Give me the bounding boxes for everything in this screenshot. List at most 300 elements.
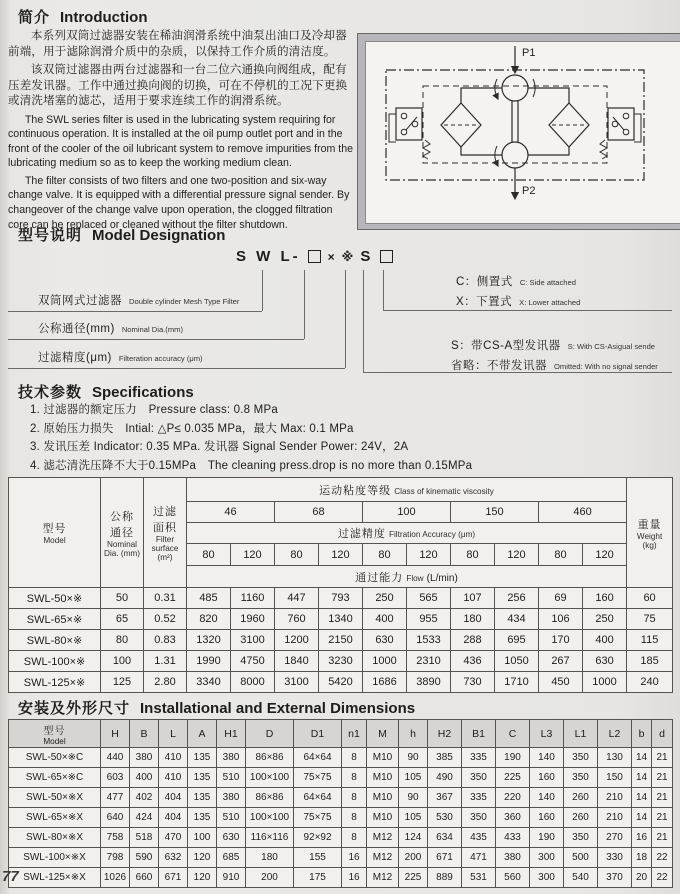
switch-contact bbox=[401, 129, 407, 135]
accuracy-value: 80 bbox=[363, 544, 407, 566]
dim-value-cell: 350 bbox=[564, 768, 598, 788]
flow-value-cell: 160 bbox=[583, 588, 627, 609]
dim-value-cell: 404 bbox=[159, 808, 188, 828]
dim-value-cell: 14 bbox=[632, 768, 652, 788]
header-cn: 公称通径 bbox=[110, 510, 134, 539]
dim-value-cell: 8 bbox=[342, 828, 367, 848]
dim-value-cell: 90 bbox=[399, 788, 428, 808]
dim-value-cell: 630 bbox=[217, 828, 246, 848]
dim-column-header: h bbox=[399, 720, 428, 748]
nominal-dia-cell: 125 bbox=[101, 672, 144, 693]
switch-contact bbox=[623, 129, 629, 135]
flow-value-cell: 3230 bbox=[319, 651, 363, 672]
dim-value-cell: 21 bbox=[652, 768, 673, 788]
dim-value-cell: 660 bbox=[130, 868, 159, 888]
dimensions-table-row bbox=[9, 808, 673, 828]
dim-value-cell: 260 bbox=[564, 788, 598, 808]
accuracy-value: 120 bbox=[407, 544, 451, 566]
dim-value-cell: 150 bbox=[598, 768, 632, 788]
specs-heading-cn: 技术参数 bbox=[18, 384, 83, 401]
flow-value-cell: 1710 bbox=[495, 672, 539, 693]
flow-value-cell: 1960 bbox=[231, 609, 275, 630]
designation-label-lower-attached bbox=[456, 292, 580, 310]
dim-column-header: H2 bbox=[428, 720, 462, 748]
flow-value-cell: 436 bbox=[451, 651, 495, 672]
dim-column-header: b bbox=[632, 720, 652, 748]
accuracy-value: 80 bbox=[275, 544, 319, 566]
label-cn: 公称通径(mm) bbox=[38, 323, 115, 335]
accuracy-value: 80 bbox=[187, 544, 231, 566]
dim-value-cell: 889 bbox=[428, 868, 462, 888]
model-cell: SWL-50×※ bbox=[9, 588, 101, 609]
dim-value-cell: 180 bbox=[246, 848, 294, 868]
p1-port-label: P1 bbox=[522, 47, 536, 59]
dim-value-cell: 603 bbox=[101, 768, 130, 788]
flow-value-cell: 1533 bbox=[407, 630, 451, 651]
flow-value-cell: 820 bbox=[187, 609, 231, 630]
dim-value-cell: 350 bbox=[462, 808, 496, 828]
flow-value-cell: 256 bbox=[495, 588, 539, 609]
model-cell: SWL-125×※ bbox=[9, 672, 101, 693]
flow-value-cell: 1320 bbox=[187, 630, 231, 651]
dim-column-header: A bbox=[188, 720, 217, 748]
dim-value-cell: 90 bbox=[399, 748, 428, 768]
model-cell: SWL-80×※ bbox=[9, 630, 101, 651]
dim-value-cell: 300 bbox=[530, 848, 564, 868]
dim-value-cell: M10 bbox=[367, 768, 399, 788]
dim-value-cell: 350 bbox=[564, 828, 598, 848]
designation-diagram bbox=[8, 244, 672, 382]
flow-value-cell: 3340 bbox=[187, 672, 231, 693]
viscosity-grade: 460 bbox=[539, 502, 627, 523]
specs-list bbox=[30, 402, 670, 476]
dim-value-cell: 190 bbox=[496, 748, 530, 768]
label-en: C: Side attached bbox=[519, 278, 576, 287]
dim-value-cell: 200 bbox=[246, 868, 294, 888]
header-unit: (L/min) bbox=[426, 572, 458, 584]
flow-value-cell: 2150 bbox=[319, 630, 363, 651]
label-cn: 双筒网式过滤器 bbox=[38, 295, 122, 307]
connector-line bbox=[345, 270, 346, 368]
dim-value-cell: 798 bbox=[101, 848, 130, 868]
label-cn: S：带CS-A型发讯器 bbox=[451, 340, 561, 352]
header-en: Class of kinematic viscosity bbox=[394, 486, 494, 496]
intro-text-block bbox=[8, 29, 354, 231]
connector-line bbox=[8, 311, 262, 312]
dim-value-cell: 440 bbox=[101, 748, 130, 768]
flow-value-cell: 1340 bbox=[319, 609, 363, 630]
flow-value-cell: 3890 bbox=[407, 672, 451, 693]
dim-value-cell: 86×86 bbox=[246, 788, 294, 808]
dim-value-cell: 260 bbox=[564, 808, 598, 828]
header-en: Weight bbox=[636, 531, 663, 541]
dim-value-cell: 20 bbox=[632, 868, 652, 888]
dimensions-table-row bbox=[9, 828, 673, 848]
flow-capacity-table bbox=[8, 477, 673, 693]
dim-column-header: B1 bbox=[462, 720, 496, 748]
dim-value-cell: 510 bbox=[217, 768, 246, 788]
dim-column-header: M bbox=[367, 720, 399, 748]
dim-value-cell: 560 bbox=[496, 868, 530, 888]
dim-value-cell: 155 bbox=[294, 848, 342, 868]
dim-value-cell: 270 bbox=[598, 828, 632, 848]
weight-cell: 60 bbox=[627, 588, 673, 609]
dim-value-cell: 632 bbox=[159, 848, 188, 868]
dim-value-cell: 360 bbox=[496, 808, 530, 828]
dim-value-cell: 500 bbox=[564, 848, 598, 868]
page-number: 77 bbox=[2, 868, 19, 885]
dim-value-cell: 8 bbox=[342, 788, 367, 808]
flow-value-cell: 8000 bbox=[231, 672, 275, 693]
flow-value-cell: 267 bbox=[539, 651, 583, 672]
flow-value-cell: 250 bbox=[363, 588, 407, 609]
dim-value-cell: 160 bbox=[530, 768, 564, 788]
flow-header-weight bbox=[627, 478, 673, 588]
code-box-mount bbox=[380, 250, 393, 263]
flow-header-viscosity bbox=[187, 478, 627, 502]
dim-value-cell: M10 bbox=[367, 788, 399, 808]
connector-line bbox=[383, 310, 672, 311]
dim-value-cell: 21 bbox=[652, 808, 673, 828]
viscosity-grade: 68 bbox=[275, 502, 363, 523]
dim-value-cell: 64×64 bbox=[294, 788, 342, 808]
flow-value-cell: 107 bbox=[451, 588, 495, 609]
valve-group-boundary bbox=[423, 86, 607, 163]
dim-value-cell: 335 bbox=[462, 748, 496, 768]
nominal-dia-cell: 50 bbox=[101, 588, 144, 609]
code-times-symbol: × bbox=[327, 249, 335, 264]
dim-value-cell: 490 bbox=[428, 768, 462, 788]
intro-heading-en: Introduction bbox=[60, 9, 148, 26]
dim-value-cell: 640 bbox=[101, 808, 130, 828]
dim-value-cell: 14 bbox=[632, 788, 652, 808]
header-cn: 通过能力 bbox=[355, 571, 404, 584]
designation-label-no-sender bbox=[451, 356, 658, 374]
dim-value-cell: 477 bbox=[101, 788, 130, 808]
dim-value-cell: 385 bbox=[428, 748, 462, 768]
flow-value-cell: 760 bbox=[275, 609, 319, 630]
dim-value-cell: 410 bbox=[159, 768, 188, 788]
dim-value-cell: M10 bbox=[367, 748, 399, 768]
header-cn: 过滤面积 bbox=[153, 506, 177, 534]
designation-label-filter-type bbox=[38, 291, 239, 309]
flow-value-cell: 955 bbox=[407, 609, 451, 630]
switch-contact bbox=[401, 113, 407, 119]
dim-column-header: L bbox=[159, 720, 188, 748]
dim-value-cell: 671 bbox=[159, 868, 188, 888]
dim-value-cell: 400 bbox=[130, 768, 159, 788]
accuracy-value: 120 bbox=[583, 544, 627, 566]
flow-header-surface bbox=[144, 478, 187, 588]
flow-table-row bbox=[9, 588, 673, 609]
header-en: Flow bbox=[406, 573, 424, 583]
switch-stub-left bbox=[389, 114, 396, 142]
dimensions-table-row bbox=[9, 788, 673, 808]
viscosity-grade: 150 bbox=[451, 502, 539, 523]
header-en: Filtration Accuracy (μm) bbox=[388, 530, 476, 539]
flow-value-cell: 250 bbox=[583, 609, 627, 630]
dim-value-cell: 380 bbox=[217, 788, 246, 808]
code-box-nominal bbox=[308, 250, 321, 263]
designation-label-side-attached bbox=[456, 272, 576, 290]
spec-item-2: 2. 原始压力损失 Intial: △P≤ 0.035 MPa，最大 Max: 0.1 MPa bbox=[30, 422, 354, 435]
accuracy-value: 120 bbox=[495, 544, 539, 566]
flow-value-cell: 450 bbox=[539, 672, 583, 693]
dim-value-cell: 300 bbox=[530, 868, 564, 888]
label-en: Omitted: With no signal sender bbox=[554, 362, 658, 371]
label-cn: X：下置式 bbox=[456, 296, 513, 308]
dimensions-table-row bbox=[9, 848, 673, 868]
dim-value-cell: 130 bbox=[598, 748, 632, 768]
hydraulic-circuit-svg bbox=[366, 42, 666, 206]
accuracy-value: 120 bbox=[319, 544, 363, 566]
dim-value-cell: 8 bbox=[342, 748, 367, 768]
dim-value-cell: 370 bbox=[598, 868, 632, 888]
spec-item-1: 1. 过滤器的额定压力 Pressure class: 0.8 MPa bbox=[30, 404, 278, 416]
flow-value-cell: 695 bbox=[495, 630, 539, 651]
dim-value-cell: M12 bbox=[367, 848, 399, 868]
dim-value-cell: 225 bbox=[496, 768, 530, 788]
dim-value-cell: 590 bbox=[130, 848, 159, 868]
specs-heading-en: Specifications bbox=[92, 384, 194, 401]
spec-item-3: 3. 发讯压差 Indicator: 0.35 MPa. 发讯器 Signal Sender Power: 24V，2A bbox=[30, 441, 409, 453]
dim-value-cell: M10 bbox=[367, 808, 399, 828]
model-cell: SWL-100×※ bbox=[9, 651, 101, 672]
dim-value-cell: 350 bbox=[564, 748, 598, 768]
flow-table-body bbox=[9, 588, 673, 693]
dimensions-table-row bbox=[9, 768, 673, 788]
dim-value-cell: 1026 bbox=[101, 868, 130, 888]
designation-label-with-sender bbox=[451, 336, 655, 354]
dimensions-table-row bbox=[9, 868, 673, 888]
connector-line bbox=[363, 270, 364, 372]
filter-surface-cell: 0.83 bbox=[144, 630, 187, 651]
top-valve-circle bbox=[502, 75, 528, 101]
filter-surface-cell: 0.52 bbox=[144, 609, 187, 630]
dim-value-cell: 16 bbox=[632, 828, 652, 848]
dim-value-cell: 220 bbox=[496, 788, 530, 808]
intro-en-paragraph-2: The filter consists of two filters and one two-position and six-way change valve. It is equipped with a differential pressure signal sender. By changeover of the change valve upon operation, the clogged filtration core can be replaced or cleaned without the filter shutdown. bbox=[8, 174, 350, 231]
flow-value-cell: 288 bbox=[451, 630, 495, 651]
dim-value-cell: 100×100 bbox=[246, 768, 294, 788]
flow-value-cell: 5420 bbox=[319, 672, 363, 693]
flow-value-cell: 3100 bbox=[231, 630, 275, 651]
weight-cell: 115 bbox=[627, 630, 673, 651]
dim-value-cell: 22 bbox=[652, 868, 673, 888]
designation-heading-en: Model Designation bbox=[92, 227, 226, 244]
circuit-diagram bbox=[365, 41, 680, 224]
model-cell: SWL-80×※X bbox=[9, 828, 101, 848]
dim-column-header: L2 bbox=[598, 720, 632, 748]
dim-value-cell: 135 bbox=[188, 808, 217, 828]
dim-value-cell: M12 bbox=[367, 828, 399, 848]
dim-value-cell: 634 bbox=[428, 828, 462, 848]
dim-column-header: B bbox=[130, 720, 159, 748]
designation-heading-cn: 型号说明 bbox=[18, 227, 83, 244]
flow-value-cell: 1160 bbox=[231, 588, 275, 609]
label-en: Double cylinder Mesh Type Filter bbox=[129, 297, 240, 306]
dimensions-header-row bbox=[9, 720, 673, 748]
bottom-valve-circle bbox=[502, 142, 528, 168]
switch-lever bbox=[613, 117, 624, 130]
dim-column-header: L1 bbox=[564, 720, 598, 748]
dim-value-cell: 435 bbox=[462, 828, 496, 848]
dim-value-cell: 124 bbox=[399, 828, 428, 848]
dim-value-cell: 540 bbox=[564, 868, 598, 888]
model-cell: SWL-100×※X bbox=[9, 848, 101, 868]
dim-value-cell: 210 bbox=[598, 788, 632, 808]
dim-value-cell: 200 bbox=[399, 848, 428, 868]
flow-value-cell: 1840 bbox=[275, 651, 319, 672]
flow-value-cell: 170 bbox=[539, 630, 583, 651]
flow-value-cell: 400 bbox=[363, 609, 407, 630]
dim-column-header: C bbox=[496, 720, 530, 748]
dim-value-cell: 350 bbox=[462, 768, 496, 788]
dim-value-cell: 21 bbox=[652, 748, 673, 768]
header-en: Filter surface (m²) bbox=[151, 535, 179, 562]
spring-symbol-left bbox=[423, 140, 430, 159]
accuracy-value: 120 bbox=[231, 544, 275, 566]
weight-cell: 185 bbox=[627, 651, 673, 672]
label-en: S: With CS-Asigual sende bbox=[567, 342, 656, 351]
flow-header-flow bbox=[187, 566, 627, 588]
flow-value-cell: 106 bbox=[539, 609, 583, 630]
pipe-right-bottom bbox=[528, 147, 569, 155]
dim-value-cell: 530 bbox=[428, 808, 462, 828]
dim-column-header: H1 bbox=[217, 720, 246, 748]
viscosity-grade: 46 bbox=[187, 502, 275, 523]
dim-value-cell: 86×86 bbox=[246, 748, 294, 768]
spring-symbol-right bbox=[600, 140, 607, 159]
flow-value-cell: 1200 bbox=[275, 630, 319, 651]
header-en: (kg) bbox=[642, 540, 657, 550]
designation-label-accuracy bbox=[38, 348, 203, 366]
intro-heading bbox=[18, 6, 148, 27]
flow-value-cell: 4750 bbox=[231, 651, 275, 672]
dim-value-cell: 16 bbox=[342, 848, 367, 868]
flow-value-cell: 1050 bbox=[495, 651, 539, 672]
header-en: Model bbox=[43, 736, 66, 746]
model-cell: SWL-65×※X bbox=[9, 808, 101, 828]
dim-value-cell: 18 bbox=[632, 848, 652, 868]
dimensions-heading-cn: 安装及外形尺寸 bbox=[18, 700, 131, 717]
flow-value-cell: 1990 bbox=[187, 651, 231, 672]
dim-value-cell: 116×116 bbox=[246, 828, 294, 848]
dim-value-cell: 8 bbox=[342, 768, 367, 788]
dim-value-cell: 210 bbox=[598, 808, 632, 828]
dim-value-cell: 330 bbox=[598, 848, 632, 868]
intro-heading-cn: 简介 bbox=[18, 9, 51, 26]
dim-value-cell: 135 bbox=[188, 748, 217, 768]
dim-value-cell: 335 bbox=[462, 788, 496, 808]
dim-value-cell: 380 bbox=[217, 748, 246, 768]
flow-header-accuracy bbox=[187, 523, 627, 544]
flow-header-nominal bbox=[101, 478, 144, 588]
connector-line bbox=[8, 339, 304, 340]
flow-value-cell: 447 bbox=[275, 588, 319, 609]
accuracy-value: 80 bbox=[451, 544, 495, 566]
dim-value-cell: 100×100 bbox=[246, 808, 294, 828]
model-cell: SWL-125×※X bbox=[9, 868, 101, 888]
model-cell: SWL-65×※ bbox=[9, 609, 101, 630]
dim-value-cell: 22 bbox=[652, 848, 673, 868]
connector-line bbox=[262, 270, 263, 311]
label-cn: 省略：不带发讯器 bbox=[451, 360, 547, 372]
model-code-prefix: S W L- bbox=[236, 248, 301, 265]
flow-value-cell: 180 bbox=[451, 609, 495, 630]
dim-value-cell: 140 bbox=[530, 748, 564, 768]
intro-cn-paragraph-2: 该双筒过滤器由两台过滤器和一台二位六通换向阀组成，配有压差发讯器。工作中通过换向阀的切换，可在不停机的工况下更换或清洗堵塞的滤芯，适用于要求连续工作的润滑系统。 bbox=[8, 64, 348, 107]
dim-value-cell: 120 bbox=[188, 868, 217, 888]
label-en: Filteration accuracy (μm) bbox=[118, 354, 203, 363]
flow-value-cell: 1686 bbox=[363, 672, 407, 693]
dim-value-cell: 64×64 bbox=[294, 748, 342, 768]
p2-port-label: P2 bbox=[522, 185, 536, 197]
filter-surface-cell: 2.80 bbox=[144, 672, 187, 693]
specs-heading bbox=[18, 381, 194, 402]
switch-contact bbox=[623, 113, 629, 119]
dim-value-cell: 16 bbox=[342, 868, 367, 888]
dim-value-cell: 21 bbox=[652, 828, 673, 848]
flow-value-cell: 1000 bbox=[583, 672, 627, 693]
flow-value-cell: 565 bbox=[407, 588, 451, 609]
model-cell: SWL-50×※X bbox=[9, 788, 101, 808]
dim-value-cell: M12 bbox=[367, 868, 399, 888]
dim-column-header: d bbox=[652, 720, 673, 748]
dim-value-cell: 410 bbox=[159, 748, 188, 768]
flow-table-row bbox=[9, 651, 673, 672]
flow-value-cell: 2310 bbox=[407, 651, 451, 672]
dim-value-cell: 531 bbox=[462, 868, 496, 888]
dim-value-cell: 367 bbox=[428, 788, 462, 808]
flow-value-cell: 400 bbox=[583, 630, 627, 651]
dim-value-cell: 402 bbox=[130, 788, 159, 808]
connector-line bbox=[304, 270, 305, 339]
label-cn: 过滤精度(μm) bbox=[38, 352, 112, 364]
dim-value-cell: 433 bbox=[496, 828, 530, 848]
flow-value-cell: 3100 bbox=[275, 672, 319, 693]
dim-column-header: D1 bbox=[294, 720, 342, 748]
header-cn: 型号 bbox=[42, 523, 67, 535]
header-cn: 运动粘度等级 bbox=[319, 484, 392, 497]
dim-value-cell: 758 bbox=[101, 828, 130, 848]
dim-value-cell: 14 bbox=[632, 808, 652, 828]
dim-value-cell: 100 bbox=[188, 828, 217, 848]
nominal-dia-cell: 80 bbox=[101, 630, 144, 651]
viscosity-grade: 100 bbox=[363, 502, 451, 523]
dim-value-cell: 404 bbox=[159, 788, 188, 808]
flow-value-cell: 69 bbox=[539, 588, 583, 609]
connector-line bbox=[383, 270, 384, 310]
dim-value-cell: 380 bbox=[496, 848, 530, 868]
weight-cell: 75 bbox=[627, 609, 673, 630]
dim-value-cell: 380 bbox=[130, 748, 159, 768]
code-s-symbol: S bbox=[360, 248, 374, 265]
flow-header-model bbox=[9, 478, 101, 588]
dim-column-header: D bbox=[246, 720, 294, 748]
switch-lever bbox=[406, 117, 417, 130]
dim-column-header: n1 bbox=[342, 720, 367, 748]
label-en: Nominal Dia.(mm) bbox=[121, 325, 184, 334]
code-star-symbol: ※ bbox=[341, 249, 354, 264]
dimensions-table bbox=[8, 719, 673, 888]
dim-value-cell: 8 bbox=[342, 808, 367, 828]
flow-table-row bbox=[9, 672, 673, 693]
flow-value-cell: 1000 bbox=[363, 651, 407, 672]
dimensions-heading bbox=[18, 697, 415, 718]
dim-value-cell: 190 bbox=[530, 828, 564, 848]
filter-surface-cell: 0.31 bbox=[144, 588, 187, 609]
